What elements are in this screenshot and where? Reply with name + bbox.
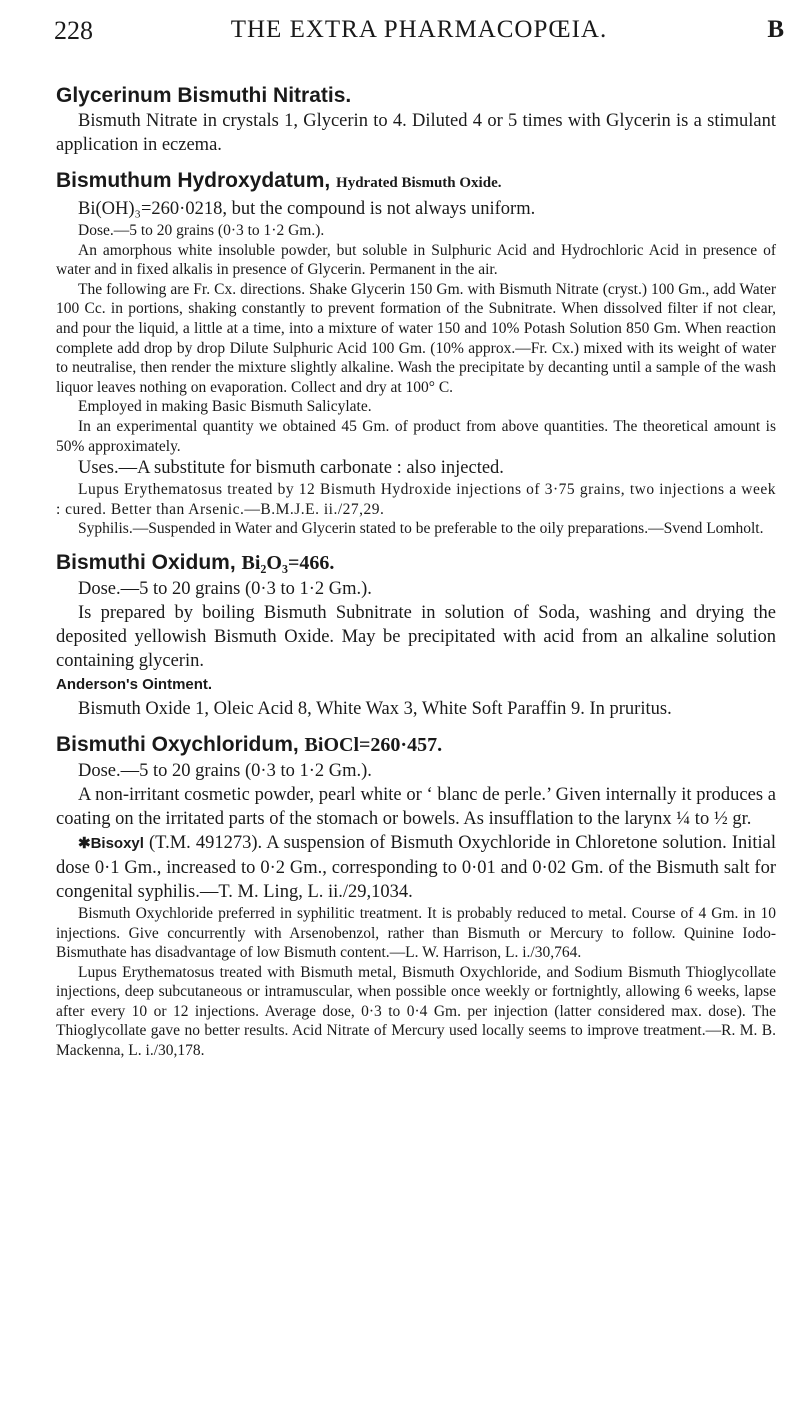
page-number: 228 [54,16,93,45]
hydroxydatum-p6: Syphilis.—Suspended in Water and Glycerin stated to be preferable to the oily preparations.—Svend Lomholt. [78,520,764,538]
oxychloridum-p3: Bismuth Oxychloride preferred in syphilitic treatment. It is probably reduced to metal. Course of 4 Gm. in 10 injections. Give concurrently with Arsenobenzol, rather than Bismuth or Mercury to follow. Quinine Iodo-Bismuthate has disadvantage of low Bismuth content.—L. W. Harrison, L. i./30,764. [56,904,776,962]
oxychloridum-formula: BiOCl=260·457. [304,733,443,756]
hydroxydatum-dose: Dose.—5 to 20 grains (0·3 to 1·2 Gm.). [78,222,325,239]
oxidum-title: Bismuthi Oxidum, [56,550,236,574]
bisoxyl-text: (T.M. 491273). A suspension of Bismuth Oxychloride in Chloretone solution. Initial dose 0·1 Gm., increased to 0·2 Gm., corresponding to 0·01 and 0·02 Gm. of the Bismuth salt for congenital syphilis.—T. M. Ling, L. ii./29,1034. [56,832,776,902]
hydroxydatum-formula: Bi(OH)₃=260·0218, but the compound is not always uniform. [78,199,536,219]
running-title: THE EXTRA PHARMACOPŒIA. [230,16,608,43]
andersons-ointment-heading: Anderson's Ointment. [56,675,213,693]
hydroxydatum-p4: In an experimental quantity we obtained 45 Gm. of product from above quantities. The theoretical amount is 50% approximately. [56,417,776,455]
hydroxydatum-uses: Uses.—A substitute for bismuth carbonate : also injected. [78,458,504,479]
oxychloridum-heading [56,731,776,759]
running-head [54,16,784,56]
running-right-mark: B [767,16,784,43]
bisoxyl-heading: ✱Bisoxyl [78,834,144,852]
hydroxydatum-p1: An amorphous white insoluble powder, but soluble in Sulphuric Acid and Hydrochloric Acid in presence of water and in fixed alkalis in presence of Glycerin. Permanent in the air. [56,241,776,279]
glycerinum-heading: Glycerinum Bismuthi Nitratis. [56,84,352,107]
page-content [56,82,776,1061]
oxychloridum-p1: A non-irritant cosmetic powder, pearl white or ‘ blanc de perle.’ Given internally it produces a coating on the irritated parts of the stomach or bowels. As insufflation to the larynx ¼ to ½ gr. [56,784,776,829]
hydroxydatum-subtitle: Hydrated Bismuth Oxide. [336,175,502,191]
hydroxydatum-heading [56,167,776,197]
glycerinum-text: Bismuth Nitrate in crystals 1, Glycerin to 4. Diluted 4 or 5 times with Glycerin is a stimulant application in eczema. [56,111,776,155]
oxychloridum-p4: Lupus Erythematosus treated with Bismuth metal, Bismuth Oxychloride, and Sodium Bismuth Thioglycollate injections, deep subcutaneous or intramuscular, when possible once weekly or fortnightly, allowing 6 weeks, lapse after every 10 or 12 injections. Average dose, 0·3 to 0·4 Gm. per injection (latter considered max. dose). The Thioglycollate gave no better results. Acid Nitrate of Mercury used locally seems to improve treatment.—R. M. B. Mackenna, L. i./30,178. [56,963,776,1060]
hydroxydatum-p5: Lupus Erythematosus treated by 12 Bismuth Hydroxide injections of 3·75 grains, two injections a week : cured. Better than Arsenic.—B.M.J.E. ii./27,29. [56,481,776,518]
hydroxydatum-title: Bismuthum Hydroxydatum, [56,169,331,192]
oxidum-p2: Bismuth Oxide 1, Oleic Acid 8, White Wax 3, White Soft Paraffin 9. In pruritus. [78,698,672,719]
oxidum-formula: Bi₂O₃=466. [241,551,335,574]
oxidum-p1: Is prepared by boiling Bismuth Subnitrate in solution of Soda, washing and drying the deposited yellowish Bismuth Oxide. May be precipitated with acid from an alkaline solution containing glycerin. [56,602,776,671]
hydroxydatum-p2: The following are Fr. Cx. directions. Shake Glycerin 150 Gm. with Bismuth Nitrate (cryst.) 100 Gm., add Water 100 Cc. in portions, shaking constantly to prevent formation of the Subnitrate. When dissolved filter if not clear, and pour the liquid, a little at a time, into a mixture of water 150 and 10% Potash Solution 850 Gm. When reaction complete add drop by drop Dilute Sulphuric Acid 100 Gm. (10% approx.—Fr. Cx.) mixed with its weight of water to neutralise, then render the mixture slightly alkaline. Wash the precipitate by decanting until a sample of the wash liquor leaves nothing on evaporation. Collect and dry at 100° C. [56,280,776,396]
oxidum-dose: Dose.—5 to 20 grains (0·3 to 1·2 Gm.). [78,578,372,599]
bisoxyl-paragraph [56,831,776,904]
oxychloridum-dose: Dose.—5 to 20 grains (0·3 to 1·2 Gm.). [78,760,372,781]
hydroxydatum-p3: Employed in making Basic Bismuth Salicylate. [78,398,372,416]
oxychloridum-title: Bismuthi Oxychloridum, [56,732,299,756]
oxidum-heading [56,549,776,577]
